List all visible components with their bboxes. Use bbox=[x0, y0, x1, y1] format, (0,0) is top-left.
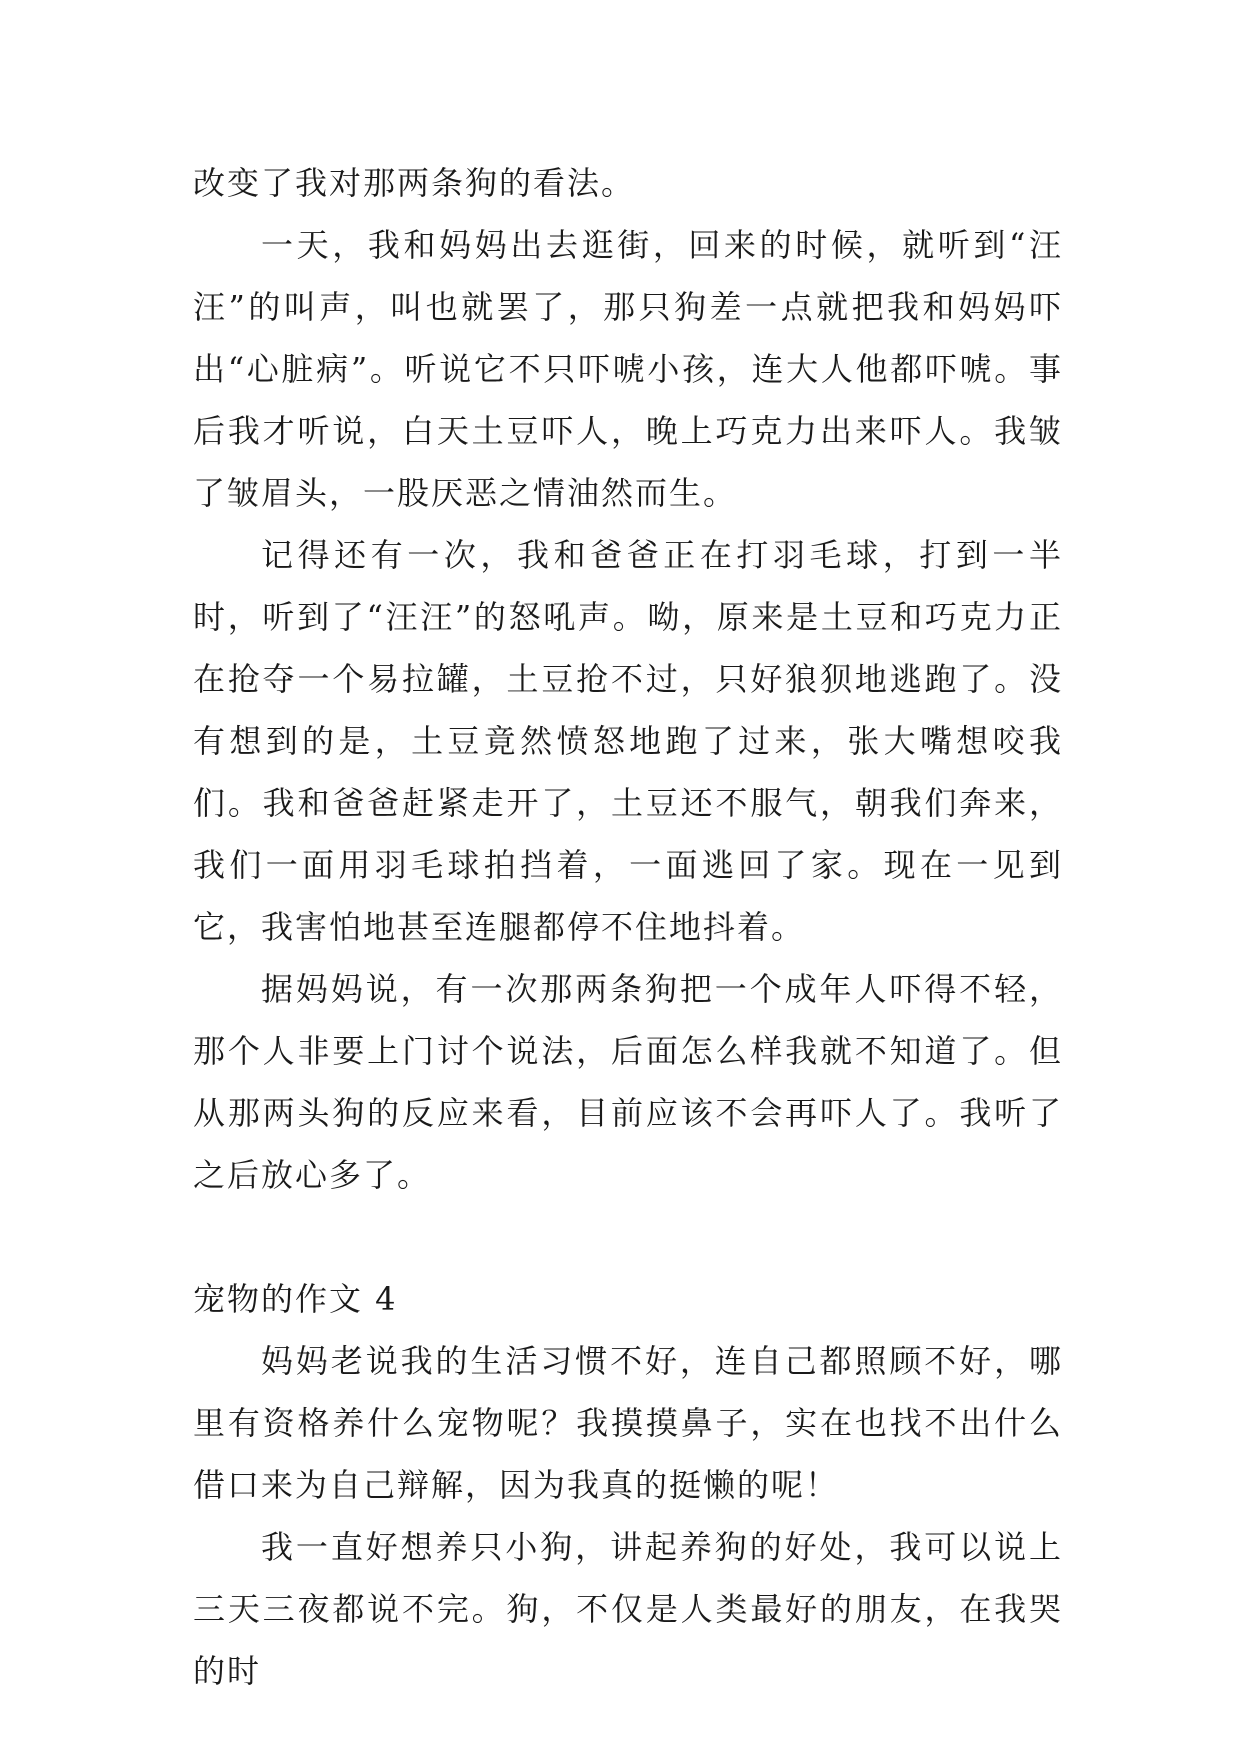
paragraph-4: 据妈妈说，有一次那两条狗把一个成年人吓得不轻，那个人非要上门讨个说法，后面怎么样我就不知道了。但从那两头狗的反应来看，目前应该不会再吓人了。我听了之后放心多了。 bbox=[193, 970, 1063, 1194]
document-body bbox=[193, 152, 1063, 1702]
section-paragraph-2: 我一直好想养只小狗，讲起养狗的好处，我可以说上三天三夜都说不完。狗，不仅是人类最好的朋友，在我哭的时 bbox=[193, 1528, 1063, 1690]
section-paragraph-1: 妈妈老说我的生活习惯不好，连自己都照顾不好，哪里有资格养什么宠物呢？我摸摸鼻子，实在也找不出什么借口来为自己辩解，因为我真的挺懒的呢！ bbox=[193, 1342, 1063, 1504]
paragraph-3: 记得还有一次，我和爸爸正在打羽毛球，打到一半时，听到了“汪汪”的怒吼声。呦，原来是土豆和巧克力正在抢夺一个易拉罐，土豆抢不过，只好狼狈地逃跑了。没有想到的是，土豆竟然愤怒地跑了过来，张大嘴想咬我们。我和爸爸赶紧走开了，土豆还不服气，朝我们奔来，我们一面用羽毛球拍挡着，一面逃回了家。现在一见到它，我害怕地甚至连腿都停不住地抖着。 bbox=[193, 536, 1063, 946]
section-title: 宠物的作文 4 bbox=[193, 1280, 398, 1318]
paragraph-1: 改变了我对那两条狗的看法。 bbox=[193, 164, 636, 202]
paragraph-2: 一天，我和妈妈出去逛街，回来的时候，就听到“汪汪”的叫声，叫也就罢了，那只狗差一点就把我和妈妈吓出“心脏病”。听说它不只吓唬小孩，连大人他都吓唬。事后我才听说，白天土豆吓人，晚上巧克力出来吓人。我皱了皱眉头，一股厌恶之情油然而生。 bbox=[193, 226, 1063, 512]
